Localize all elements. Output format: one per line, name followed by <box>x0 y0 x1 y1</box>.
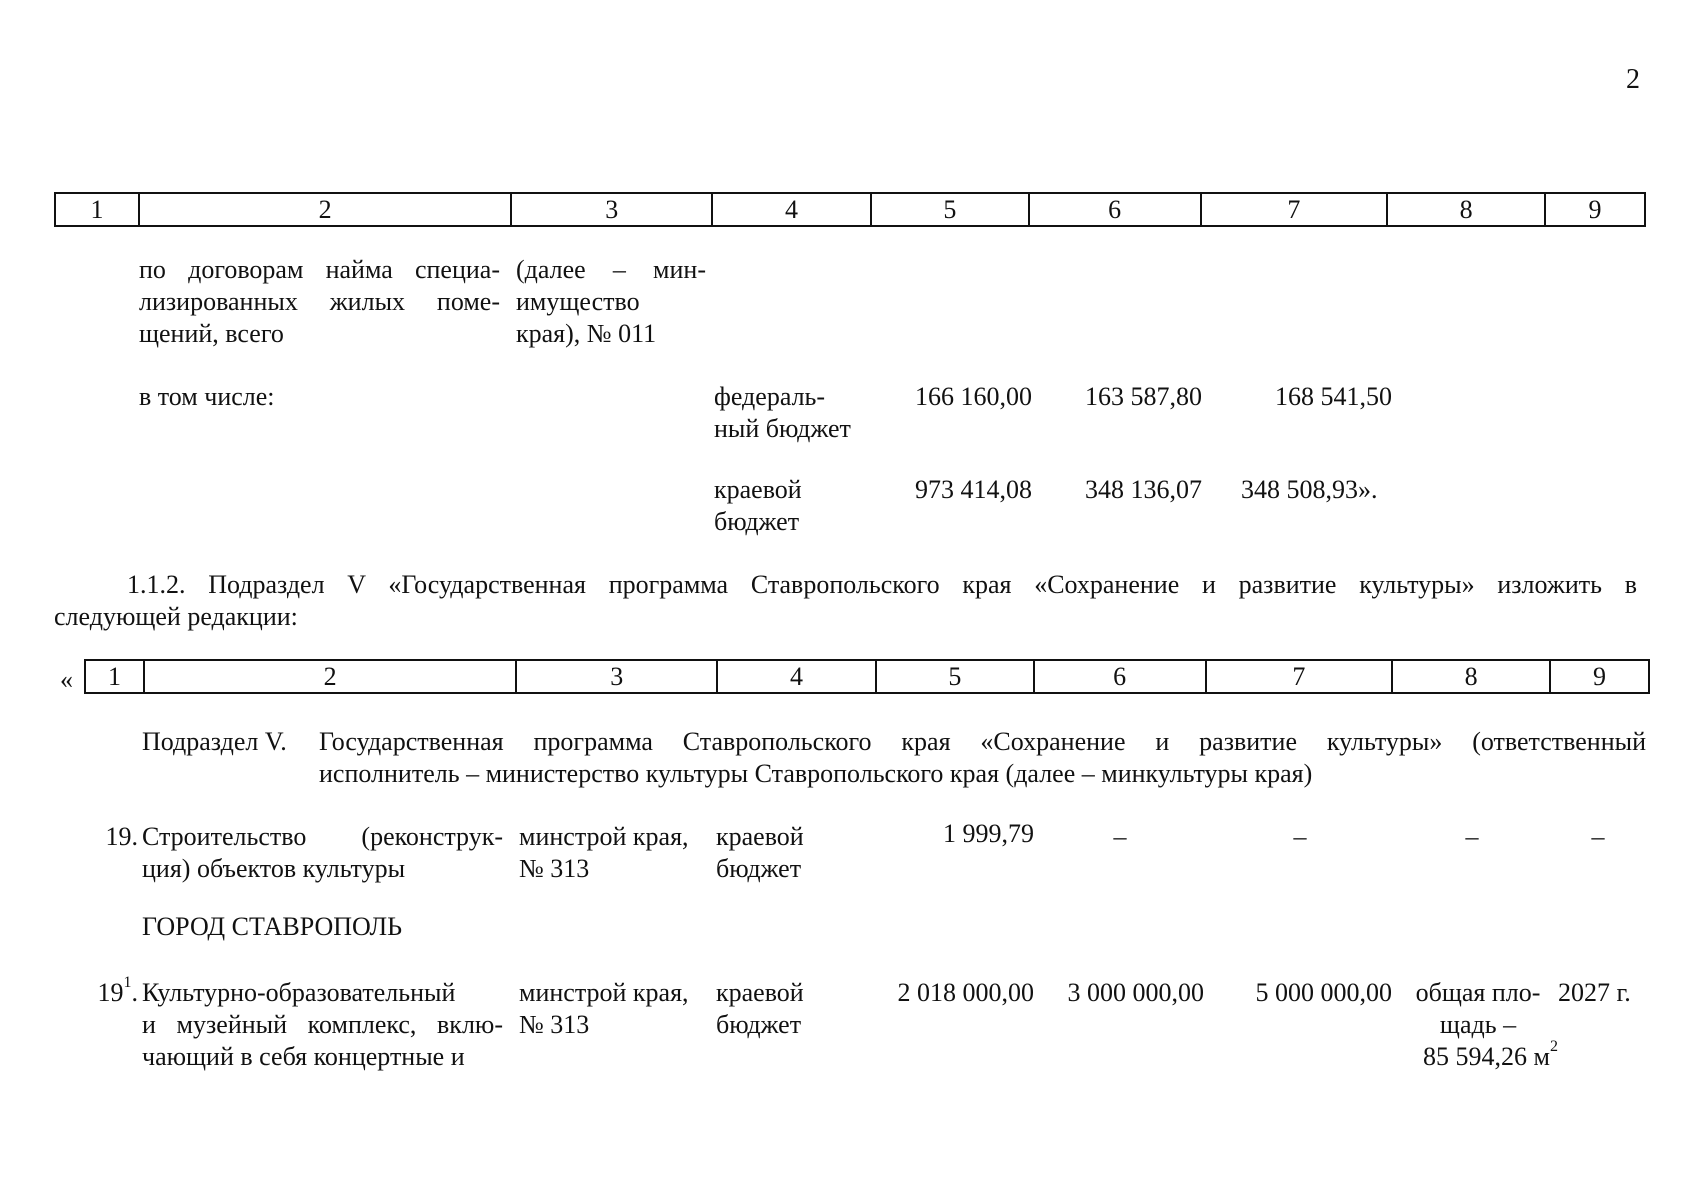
header-cell: 9 <box>1545 193 1645 226</box>
header-cell: 2 <box>139 193 512 226</box>
value-col5: 973 414,08 <box>915 475 1032 504</box>
page-number: 2 <box>1626 64 1640 95</box>
row-number: $19^1$. <box>97 974 138 1007</box>
value-col7: 168 541,50 <box>1275 382 1392 411</box>
value-col5: 2 018 000,00 <box>897 978 1034 1007</box>
value-col8: – <box>1465 822 1479 851</box>
in-total-label: в том числе: <box>139 382 275 411</box>
row-source-text: краевой бюджет <box>716 978 804 1039</box>
source-regional: краевой бюджет <box>714 475 802 536</box>
value-col5: 166 160,00 <box>915 382 1032 411</box>
value-col6: 348 136,07 <box>1085 475 1202 504</box>
header-cell: 6 <box>1034 660 1206 693</box>
value-col7: 348 508,93». <box>1241 475 1378 504</box>
value-col5: 1 999,79 <box>943 819 1034 848</box>
header-cell: 5 <box>871 193 1029 226</box>
source-federal: федераль- ный бюджет <box>714 382 851 443</box>
row-number: 19. <box>105 822 138 851</box>
row-executor-text: минстрой края, № 313 <box>519 978 689 1039</box>
value-col7: – <box>1293 822 1307 851</box>
row-name-text: Культурно-образовательный и музейный комплекс, вклю- чающий в себя концертные и <box>142 978 503 1071</box>
value-col9: – <box>1591 822 1605 851</box>
header-cell: 7 <box>1201 193 1388 226</box>
row-source-text: краевой бюджет <box>716 822 804 883</box>
header-cell: 9 <box>1550 660 1649 693</box>
header-cell: 7 <box>1206 660 1393 693</box>
value-col8: общая пло- щадь – 85 594,26 $м^2$ <box>1415 978 1558 1071</box>
header-cell: 4 <box>712 193 871 226</box>
city-heading: ГОРОД СТАВРОПОЛЬ <box>142 912 403 941</box>
value-col6: 163 587,80 <box>1085 382 1202 411</box>
header-cell: 3 <box>516 660 717 693</box>
header-cell: 2 <box>144 660 516 693</box>
header-cell: 8 <box>1392 660 1550 693</box>
value-col6: – <box>1113 822 1127 851</box>
row-executor-text: минстрой края, № 313 <box>519 822 689 883</box>
value-col7: 5 000 000,00 <box>1255 978 1392 1007</box>
header-cell: 4 <box>717 660 876 693</box>
value-col6: 3 000 000,00 <box>1067 978 1204 1007</box>
header-cell: 1 <box>85 660 144 693</box>
column-header-table-a <box>54 192 1646 227</box>
column-header-table-b <box>84 659 1650 694</box>
paragraph-line1: 1.1.2. Подраздел V «Государственная программа Ставропольского края «Сохранение и развитие культуры» изложить в <box>127 570 1637 599</box>
row-name-text: Строительство (реконструк- ция) объектов культуры <box>142 822 503 883</box>
row-name-text: по договорам найма специа- лизированных жилых поме- щений, всего <box>139 255 500 348</box>
header-cell: 8 <box>1387 193 1545 226</box>
header-cell: 1 <box>55 193 139 226</box>
row-executor-text: (далее – мин- имущество края), № 011 <box>516 255 706 348</box>
subsection-title-line2: исполнитель – министерство культуры Ставропольского края (далее – минкультуры края) <box>319 759 1313 788</box>
subsection-title-line1: Государственная программа Ставропольского края «Сохранение и развитие культуры» (ответственный <box>319 727 1646 756</box>
paragraph-line2: следующей редакции: <box>54 602 298 631</box>
header-cell: 3 <box>511 193 712 226</box>
quote-open-mark: « <box>60 665 73 694</box>
header-cell: 6 <box>1029 193 1201 226</box>
value-col9: 2027 г. <box>1558 978 1631 1007</box>
subsection-prefix: Подраздел V. <box>142 727 287 756</box>
header-cell: 5 <box>876 660 1034 693</box>
